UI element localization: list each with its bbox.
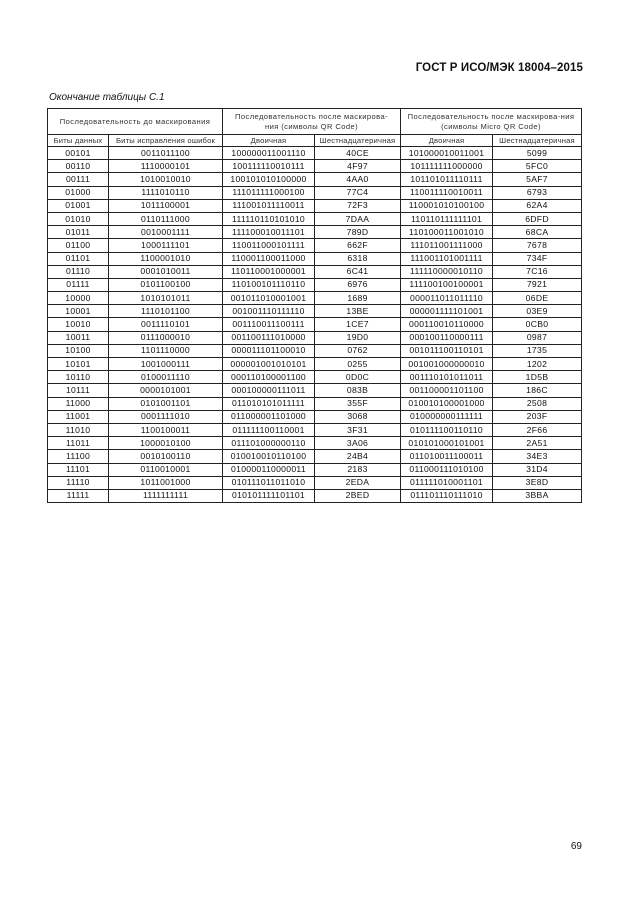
data-bits-cell: 10101	[48, 358, 109, 371]
micro-binary-cell: 111011001111000	[401, 239, 493, 252]
table-row	[48, 344, 582, 357]
table-row	[48, 371, 582, 384]
table-row	[48, 226, 582, 239]
table-row	[48, 199, 582, 212]
ecc-bits-cell: 0110111000	[109, 212, 223, 225]
micro-binary-cell: 011000111010100	[401, 463, 493, 476]
sub-header-ecc-bits: Биты исправления ошибок	[109, 135, 223, 147]
qr-hex-cell: 0762	[315, 344, 401, 357]
micro-binary-cell: 110001010100100	[401, 199, 493, 212]
micro-binary-cell: 010010100001000	[401, 397, 493, 410]
micro-binary-cell: 010111100110110	[401, 423, 493, 436]
ecc-bits-cell: 1111111111	[109, 489, 223, 502]
micro-hex-cell: 7921	[493, 278, 582, 291]
group-header-row	[48, 109, 582, 135]
sub-header-micro-hex: Шестнадцатеричная	[493, 135, 582, 147]
data-bits-cell: 01111	[48, 278, 109, 291]
micro-hex-cell: 3BBA	[493, 489, 582, 502]
micro-hex-cell: 6793	[493, 186, 582, 199]
qr-hex-cell: 4AA0	[315, 173, 401, 186]
micro-hex-cell: 06DE	[493, 292, 582, 305]
micro-binary-cell: 011111010001101	[401, 476, 493, 489]
micro-hex-cell: 186C	[493, 384, 582, 397]
micro-hex-cell: 203F	[493, 410, 582, 423]
micro-hex-cell: 2508	[493, 397, 582, 410]
qr-binary-cell: 000100000111011	[223, 384, 315, 397]
group-header-before-masking: Последовательность до маскирования	[48, 109, 223, 135]
micro-binary-cell: 101101011110111	[401, 173, 493, 186]
table-row	[48, 410, 582, 423]
qr-binary-cell: 110011000101111	[223, 239, 315, 252]
table-row	[48, 331, 582, 344]
ecc-bits-cell: 0011011100	[109, 147, 223, 160]
micro-binary-cell: 010101000101001	[401, 437, 493, 450]
ecc-bits-cell: 0010001111	[109, 226, 223, 239]
ecc-bits-cell: 1011100001	[109, 199, 223, 212]
sub-header-micro-binary: Двоичная	[401, 135, 493, 147]
qr-binary-cell: 001011010001001	[223, 292, 315, 305]
qr-hex-cell: 0D0C	[315, 371, 401, 384]
qr-hex-cell: 355F	[315, 397, 401, 410]
ecc-bits-cell: 1010101011	[109, 292, 223, 305]
table-row	[48, 160, 582, 173]
data-bits-cell: 00101	[48, 147, 109, 160]
micro-hex-cell: 5099	[493, 147, 582, 160]
table-row	[48, 358, 582, 371]
data-bits-cell: 11111	[48, 489, 109, 502]
qr-binary-cell: 110110001000001	[223, 265, 315, 278]
micro-hex-cell: 2A51	[493, 437, 582, 450]
micro-binary-cell: 001001000000010	[401, 358, 493, 371]
qr-binary-cell: 000110100001100	[223, 371, 315, 384]
qr-binary-cell: 010111011011010	[223, 476, 315, 489]
table-row	[48, 173, 582, 186]
data-bits-cell: 11000	[48, 397, 109, 410]
data-bits-cell: 11100	[48, 450, 109, 463]
sub-header-data-bits: Биты данных	[48, 135, 109, 147]
ecc-bits-cell: 1110000101	[109, 160, 223, 173]
page-number: 69	[570, 841, 582, 852]
qr-hex-cell: 40CE	[315, 147, 401, 160]
ecc-bits-cell: 0010100110	[109, 450, 223, 463]
qr-binary-cell: 010000110000011	[223, 463, 315, 476]
micro-hex-cell: 03E9	[493, 305, 582, 318]
table-row	[48, 450, 582, 463]
micro-hex-cell: 5AF7	[493, 173, 582, 186]
data-bits-cell: 01001	[48, 199, 109, 212]
ecc-bits-cell: 0001010011	[109, 265, 223, 278]
data-bits-cell: 00111	[48, 173, 109, 186]
micro-binary-cell: 110110111111101	[401, 212, 493, 225]
qr-binary-cell: 110001100011000	[223, 252, 315, 265]
qr-binary-cell: 011000001101000	[223, 410, 315, 423]
micro-binary-cell: 000001111101001	[401, 305, 493, 318]
table-row	[48, 318, 582, 331]
micro-binary-cell: 101111111000000	[401, 160, 493, 173]
table-row	[48, 437, 582, 450]
ecc-bits-cell: 0001111010	[109, 410, 223, 423]
micro-hex-cell: 3E8D	[493, 476, 582, 489]
micro-hex-cell: 2F66	[493, 423, 582, 436]
micro-hex-cell: 1D5B	[493, 371, 582, 384]
table-row	[48, 463, 582, 476]
qr-binary-cell: 111001011110011	[223, 199, 315, 212]
micro-hex-cell: 62A4	[493, 199, 582, 212]
qr-binary-cell: 100000011001110	[223, 147, 315, 160]
micro-hex-cell: 0CB0	[493, 318, 582, 331]
table-row	[48, 292, 582, 305]
ecc-bits-cell: 1000111101	[109, 239, 223, 252]
qr-binary-cell: 011111100110001	[223, 423, 315, 436]
qr-hex-cell: 6318	[315, 252, 401, 265]
qr-binary-cell: 001100111010000	[223, 331, 315, 344]
data-bits-cell: 10001	[48, 305, 109, 318]
data-bits-cell: 11010	[48, 423, 109, 436]
ecc-bits-cell: 1001000111	[109, 358, 223, 371]
table-row	[48, 265, 582, 278]
ecc-bits-cell: 0110010001	[109, 463, 223, 476]
micro-hex-cell: 6DFD	[493, 212, 582, 225]
qr-binary-cell: 000001001010101	[223, 358, 315, 371]
data-bits-cell: 11110	[48, 476, 109, 489]
data-bits-cell: 11001	[48, 410, 109, 423]
micro-hex-cell: 0987	[493, 331, 582, 344]
qr-binary-cell: 011010101011111	[223, 397, 315, 410]
qr-binary-cell: 111011111000100	[223, 186, 315, 199]
data-bits-cell: 10011	[48, 331, 109, 344]
table-row	[48, 384, 582, 397]
qr-hex-cell: 0255	[315, 358, 401, 371]
micro-binary-cell: 110011110010011	[401, 186, 493, 199]
data-bits-cell: 01101	[48, 252, 109, 265]
data-bits-cell: 01011	[48, 226, 109, 239]
ecc-bits-cell: 0000101001	[109, 384, 223, 397]
sub-header-qr-binary: Двоичная	[223, 135, 315, 147]
standard-header: ГОСТ Р ИСО/МЭК 18004–2015	[415, 62, 583, 74]
qr-binary-cell: 100101010100000	[223, 173, 315, 186]
micro-binary-cell: 011010011100011	[401, 450, 493, 463]
qr-binary-cell: 111110110101010	[223, 212, 315, 225]
micro-binary-cell: 000100110000111	[401, 331, 493, 344]
table-row	[48, 147, 582, 160]
qr-hex-cell: 72F3	[315, 199, 401, 212]
micro-binary-cell: 111100100100001	[401, 278, 493, 291]
table-row	[48, 239, 582, 252]
data-bits-cell: 10111	[48, 384, 109, 397]
data-bits-cell: 11101	[48, 463, 109, 476]
ecc-bits-cell: 1100100011	[109, 423, 223, 436]
ecc-bits-cell: 0101100100	[109, 278, 223, 291]
ecc-bits-cell: 1011001000	[109, 476, 223, 489]
qr-binary-cell: 011101000000110	[223, 437, 315, 450]
table-row	[48, 423, 582, 436]
micro-hex-cell: 1202	[493, 358, 582, 371]
table-row	[48, 397, 582, 410]
micro-hex-cell: 734F	[493, 252, 582, 265]
ecc-bits-cell: 1010010010	[109, 173, 223, 186]
micro-binary-cell: 000110010110000	[401, 318, 493, 331]
qr-hex-cell: 3068	[315, 410, 401, 423]
data-bits-cell: 01000	[48, 186, 109, 199]
qr-binary-cell: 010010010110100	[223, 450, 315, 463]
qr-hex-cell: 2EDA	[315, 476, 401, 489]
qr-hex-cell: 789D	[315, 226, 401, 239]
data-bits-cell: 00110	[48, 160, 109, 173]
qr-hex-cell: 77C4	[315, 186, 401, 199]
qr-hex-cell: 4F97	[315, 160, 401, 173]
qr-hex-cell: 2BED	[315, 489, 401, 502]
micro-hex-cell: 5FC0	[493, 160, 582, 173]
ecc-bits-cell: 1000010100	[109, 437, 223, 450]
ecc-bits-cell: 1100001010	[109, 252, 223, 265]
qr-binary-cell: 001001110111110	[223, 305, 315, 318]
qr-hex-cell: 13BE	[315, 305, 401, 318]
qr-hex-cell: 662F	[315, 239, 401, 252]
micro-binary-cell: 001110101011011	[401, 371, 493, 384]
table-row	[48, 278, 582, 291]
qr-hex-cell: 19D0	[315, 331, 401, 344]
table-row	[48, 212, 582, 225]
qr-hex-cell: 3A06	[315, 437, 401, 450]
sub-header-qr-hex: Шестнадцатеричная	[315, 135, 401, 147]
micro-hex-cell: 68CA	[493, 226, 582, 239]
ecc-bits-cell: 0101001101	[109, 397, 223, 410]
data-bits-cell: 01010	[48, 212, 109, 225]
ecc-bits-cell: 0111000010	[109, 331, 223, 344]
group-header-micro-qr-code: Последовательность после маскирова-ния (символы Micro QR Code)	[401, 109, 582, 135]
ecc-bits-cell: 1101110000	[109, 344, 223, 357]
micro-binary-cell: 110100011001010	[401, 226, 493, 239]
data-bits-cell: 01110	[48, 265, 109, 278]
data-bits-cell: 10000	[48, 292, 109, 305]
table-row	[48, 305, 582, 318]
micro-binary-cell: 001011100110101	[401, 344, 493, 357]
sub-header-row	[48, 135, 582, 147]
micro-binary-cell: 011101110111010	[401, 489, 493, 502]
data-bits-cell: 10100	[48, 344, 109, 357]
micro-binary-cell: 111110000010110	[401, 265, 493, 278]
qr-binary-cell: 110100101110110	[223, 278, 315, 291]
data-bits-cell: 10010	[48, 318, 109, 331]
ecc-bits-cell: 0011110101	[109, 318, 223, 331]
data-bits-cell: 11011	[48, 437, 109, 450]
qr-hex-cell: 6976	[315, 278, 401, 291]
micro-hex-cell: 31D4	[493, 463, 582, 476]
qr-hex-cell: 1689	[315, 292, 401, 305]
data-table	[47, 108, 582, 503]
table-row	[48, 489, 582, 502]
qr-binary-cell: 010101111101101	[223, 489, 315, 502]
table-caption: Окончание таблицы С.1	[49, 92, 165, 103]
micro-binary-cell: 111001101001111	[401, 252, 493, 265]
micro-binary-cell: 101000010011001	[401, 147, 493, 160]
qr-binary-cell: 111100010011101	[223, 226, 315, 239]
qr-binary-cell: 000011101100010	[223, 344, 315, 357]
qr-hex-cell: 24B4	[315, 450, 401, 463]
qr-hex-cell: 083B	[315, 384, 401, 397]
micro-hex-cell: 1735	[493, 344, 582, 357]
table-row	[48, 186, 582, 199]
table-body	[48, 147, 582, 503]
micro-hex-cell: 7678	[493, 239, 582, 252]
qr-binary-cell: 001110011100111	[223, 318, 315, 331]
qr-hex-cell: 1CE7	[315, 318, 401, 331]
micro-binary-cell: 000011011011110	[401, 292, 493, 305]
ecc-bits-cell: 1110101100	[109, 305, 223, 318]
data-bits-cell: 01100	[48, 239, 109, 252]
table-row	[48, 252, 582, 265]
qr-hex-cell: 3F31	[315, 423, 401, 436]
ecc-bits-cell: 1111010110	[109, 186, 223, 199]
qr-binary-cell: 100111110010111	[223, 160, 315, 173]
qr-hex-cell: 6C41	[315, 265, 401, 278]
qr-hex-cell: 7DAA	[315, 212, 401, 225]
micro-binary-cell: 001100001101100	[401, 384, 493, 397]
micro-binary-cell: 010000000111111	[401, 410, 493, 423]
table-row	[48, 476, 582, 489]
data-bits-cell: 10110	[48, 371, 109, 384]
group-header-qr-code: Последовательность после маскирова-ния (символы QR Code)	[223, 109, 401, 135]
micro-hex-cell: 7C16	[493, 265, 582, 278]
micro-hex-cell: 34E3	[493, 450, 582, 463]
qr-hex-cell: 2183	[315, 463, 401, 476]
ecc-bits-cell: 0100011110	[109, 371, 223, 384]
